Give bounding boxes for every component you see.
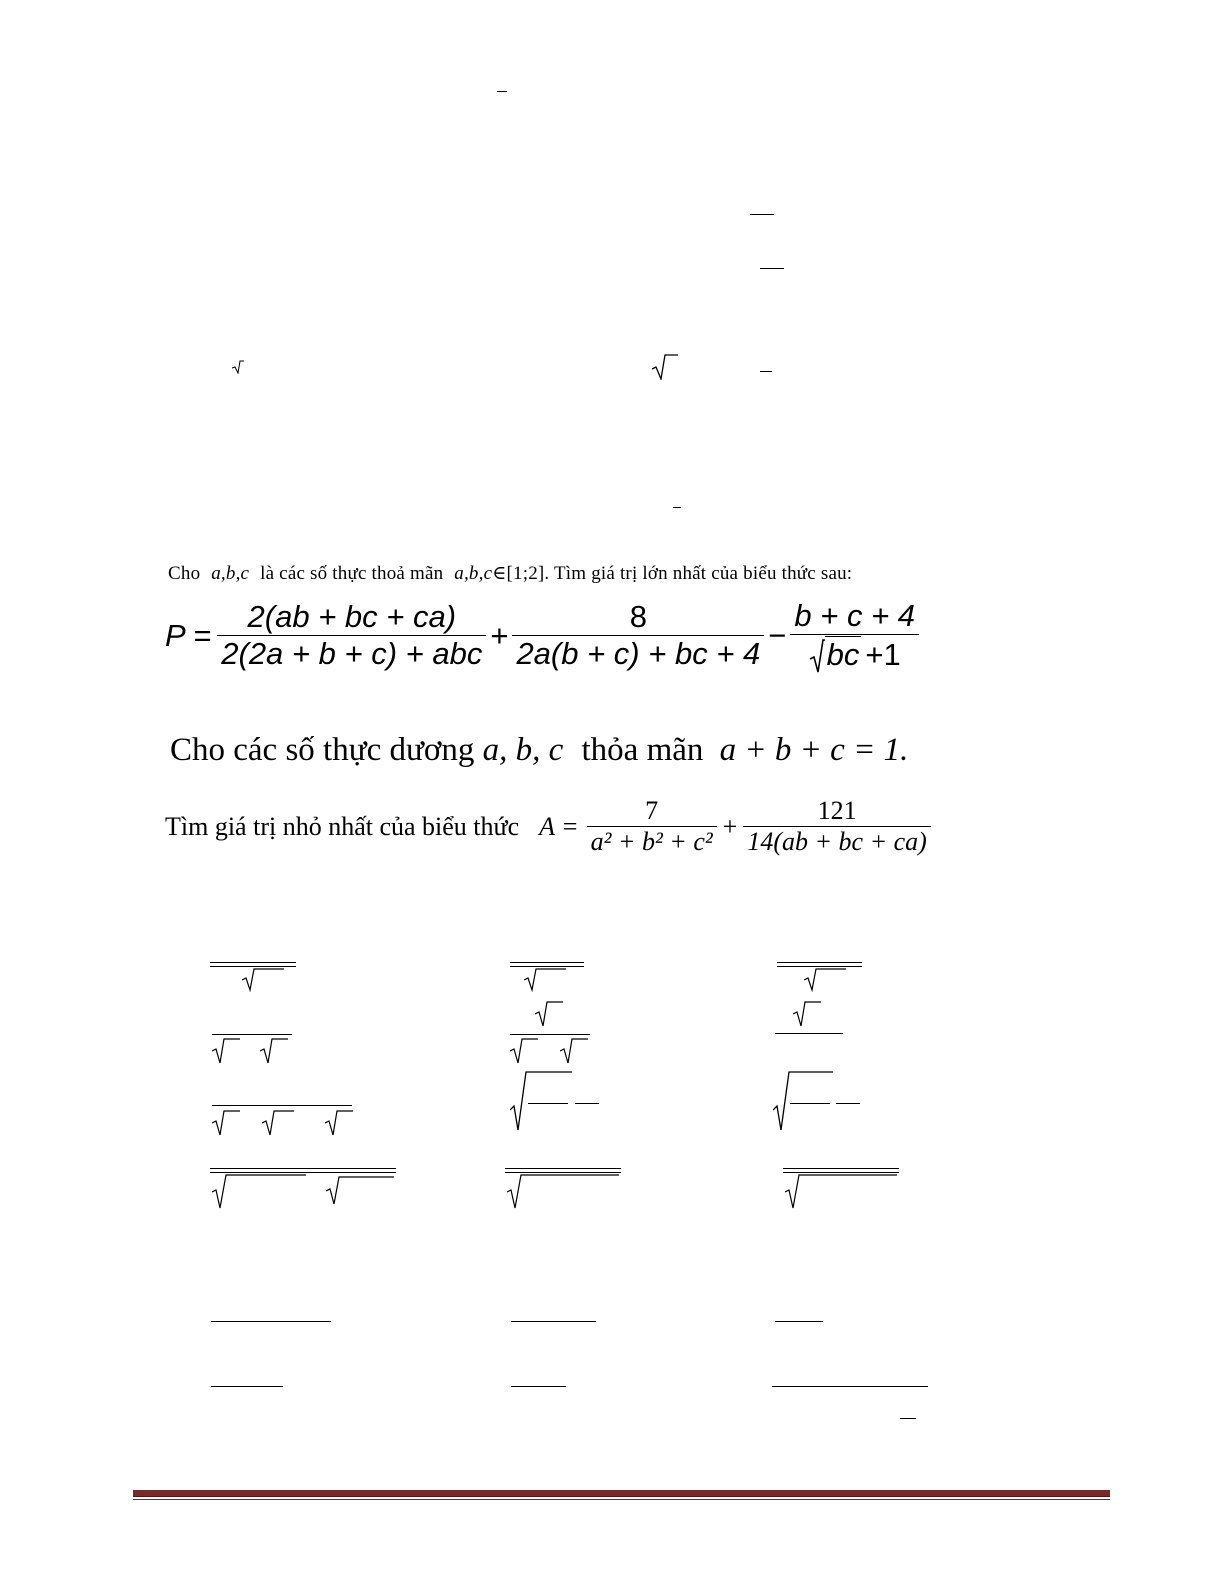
grid-bar-r3c3a (790, 1103, 830, 1104)
grid-bar-r2c1 (212, 1034, 292, 1035)
grid-bar-r3c2b (575, 1103, 599, 1104)
grid-bar-r1c2 (510, 962, 584, 967)
problem2-line1 (170, 732, 908, 769)
grid-bar-r5c1 (211, 1321, 331, 1322)
grid-bar-r6c1 (211, 1386, 283, 1387)
grid-bar-r6c3-small (900, 1418, 916, 1419)
grid-radical-r1c2 (524, 968, 546, 990)
grid-radical-r2c2a (510, 1038, 532, 1060)
grid-radical-r4c3 (785, 1174, 807, 1196)
grid-radical-r3c3 (773, 1070, 835, 1132)
grid-radical-r1c3 (804, 968, 826, 990)
grid-bar-r1c3 (777, 962, 862, 967)
problem1-intro: Cho (168, 563, 201, 584)
grid-bar-r5c2 (511, 1321, 596, 1322)
term2-numerator: 8 (629, 599, 647, 634)
grid-bar-r4c2 (505, 1168, 621, 1173)
problem1-cond-set: ∈[1;2] (492, 563, 545, 584)
grid-radical-r2c1a (212, 1038, 234, 1060)
grid-radical-r2c2b (560, 1038, 582, 1060)
problem1-formula (165, 598, 919, 673)
term1-numerator: 2(ab + bc + ca) (247, 599, 457, 634)
problem2-line1-mid: thỏa mãn (581, 732, 704, 768)
grid-bar-r3c3b (836, 1103, 860, 1104)
minus-sign: − (768, 617, 787, 653)
term3-fraction (790, 598, 919, 673)
residual-radical-1 (232, 360, 244, 374)
A-label: A = (539, 811, 579, 841)
P-label: P = (165, 617, 212, 653)
grid-radical-r2c2top (535, 1001, 557, 1023)
problem2-cond: a + b + c = 1. (719, 732, 909, 768)
problem2-line2-text: Tìm giá trị nhỏ nhất của biểu thức (165, 811, 520, 841)
plus-sign-1: + (490, 617, 509, 653)
grid-bar-r2c3 (775, 1033, 843, 1034)
residual-bar-3 (760, 268, 784, 269)
sqrt-icon (809, 639, 825, 673)
problem1-tail: . Tìm giá trị lớn nhất của biểu thức sau: (544, 563, 853, 584)
problem2-line1-text: Cho các số thực dương (170, 732, 475, 768)
problem1-cond-vars: a,b,c (454, 563, 493, 584)
grid-bar-r3c1 (212, 1105, 352, 1106)
grid-radical-r2c3top (793, 1001, 815, 1023)
term2-fraction (512, 599, 764, 672)
grid-bar-r2c2 (510, 1034, 590, 1035)
f2-denominator: 14(ab + bc + ca) (747, 827, 927, 856)
grid-radical-r3c2 (510, 1070, 572, 1132)
term1-fraction (217, 599, 486, 672)
term3-den-tail: +1 (865, 637, 901, 672)
footer-rule (133, 1490, 1110, 1497)
grid-bar-r3c2a (528, 1103, 568, 1104)
term3-radicand: bc (826, 637, 860, 672)
grid-bar-r4c1 (210, 1168, 396, 1173)
grid-radical-r1c1 (242, 968, 264, 990)
grid-radical-r4c1b (326, 1176, 348, 1198)
residual-bar-2 (750, 214, 774, 215)
grid-bar-r1c1 (210, 962, 296, 967)
term2-denominator: 2a(b + c) + bc + 4 (516, 636, 761, 671)
plus-sign-2: + (722, 811, 738, 841)
term3-denominator (805, 635, 905, 673)
residual-radical-2 (652, 354, 678, 380)
grid-radical-r2c1b (260, 1038, 282, 1060)
problem2-vars: a, b, c (482, 732, 564, 768)
term3-numerator: b + c + 4 (794, 598, 916, 633)
term1-denominator: 2(2a + b + c) + abc (221, 636, 483, 671)
grid-radical-r4c1a (212, 1174, 234, 1196)
grid-radical-r3c1c (325, 1110, 347, 1132)
problem1-statement (168, 562, 852, 585)
residual-bar-1 (497, 91, 507, 92)
footer-rule-thin (133, 1499, 1110, 1500)
f1-denominator: a² + b² + c² (590, 827, 713, 856)
grid-bar-r6c2 (511, 1386, 566, 1387)
grid-radical-r3c1b (262, 1110, 284, 1132)
grid-radical-r4c2 (507, 1174, 529, 1196)
problem1-vars: a,b,c (211, 563, 250, 584)
grid-bar-r6c3 (772, 1386, 928, 1387)
f2-fraction (743, 796, 931, 857)
f2-numerator: 121 (817, 796, 857, 825)
grid-bar-r5c3 (775, 1321, 823, 1322)
problem2-line2 (165, 796, 931, 857)
residual-bar-4 (760, 371, 772, 372)
f1-numerator: 7 (645, 796, 659, 825)
problem1-mid: là các số thực thoả mãn (260, 563, 444, 584)
grid-radical-r3c1a (212, 1110, 234, 1132)
f1-fraction (587, 796, 717, 857)
residual-bar-5 (673, 507, 681, 508)
grid-bar-r4c3 (783, 1168, 899, 1173)
